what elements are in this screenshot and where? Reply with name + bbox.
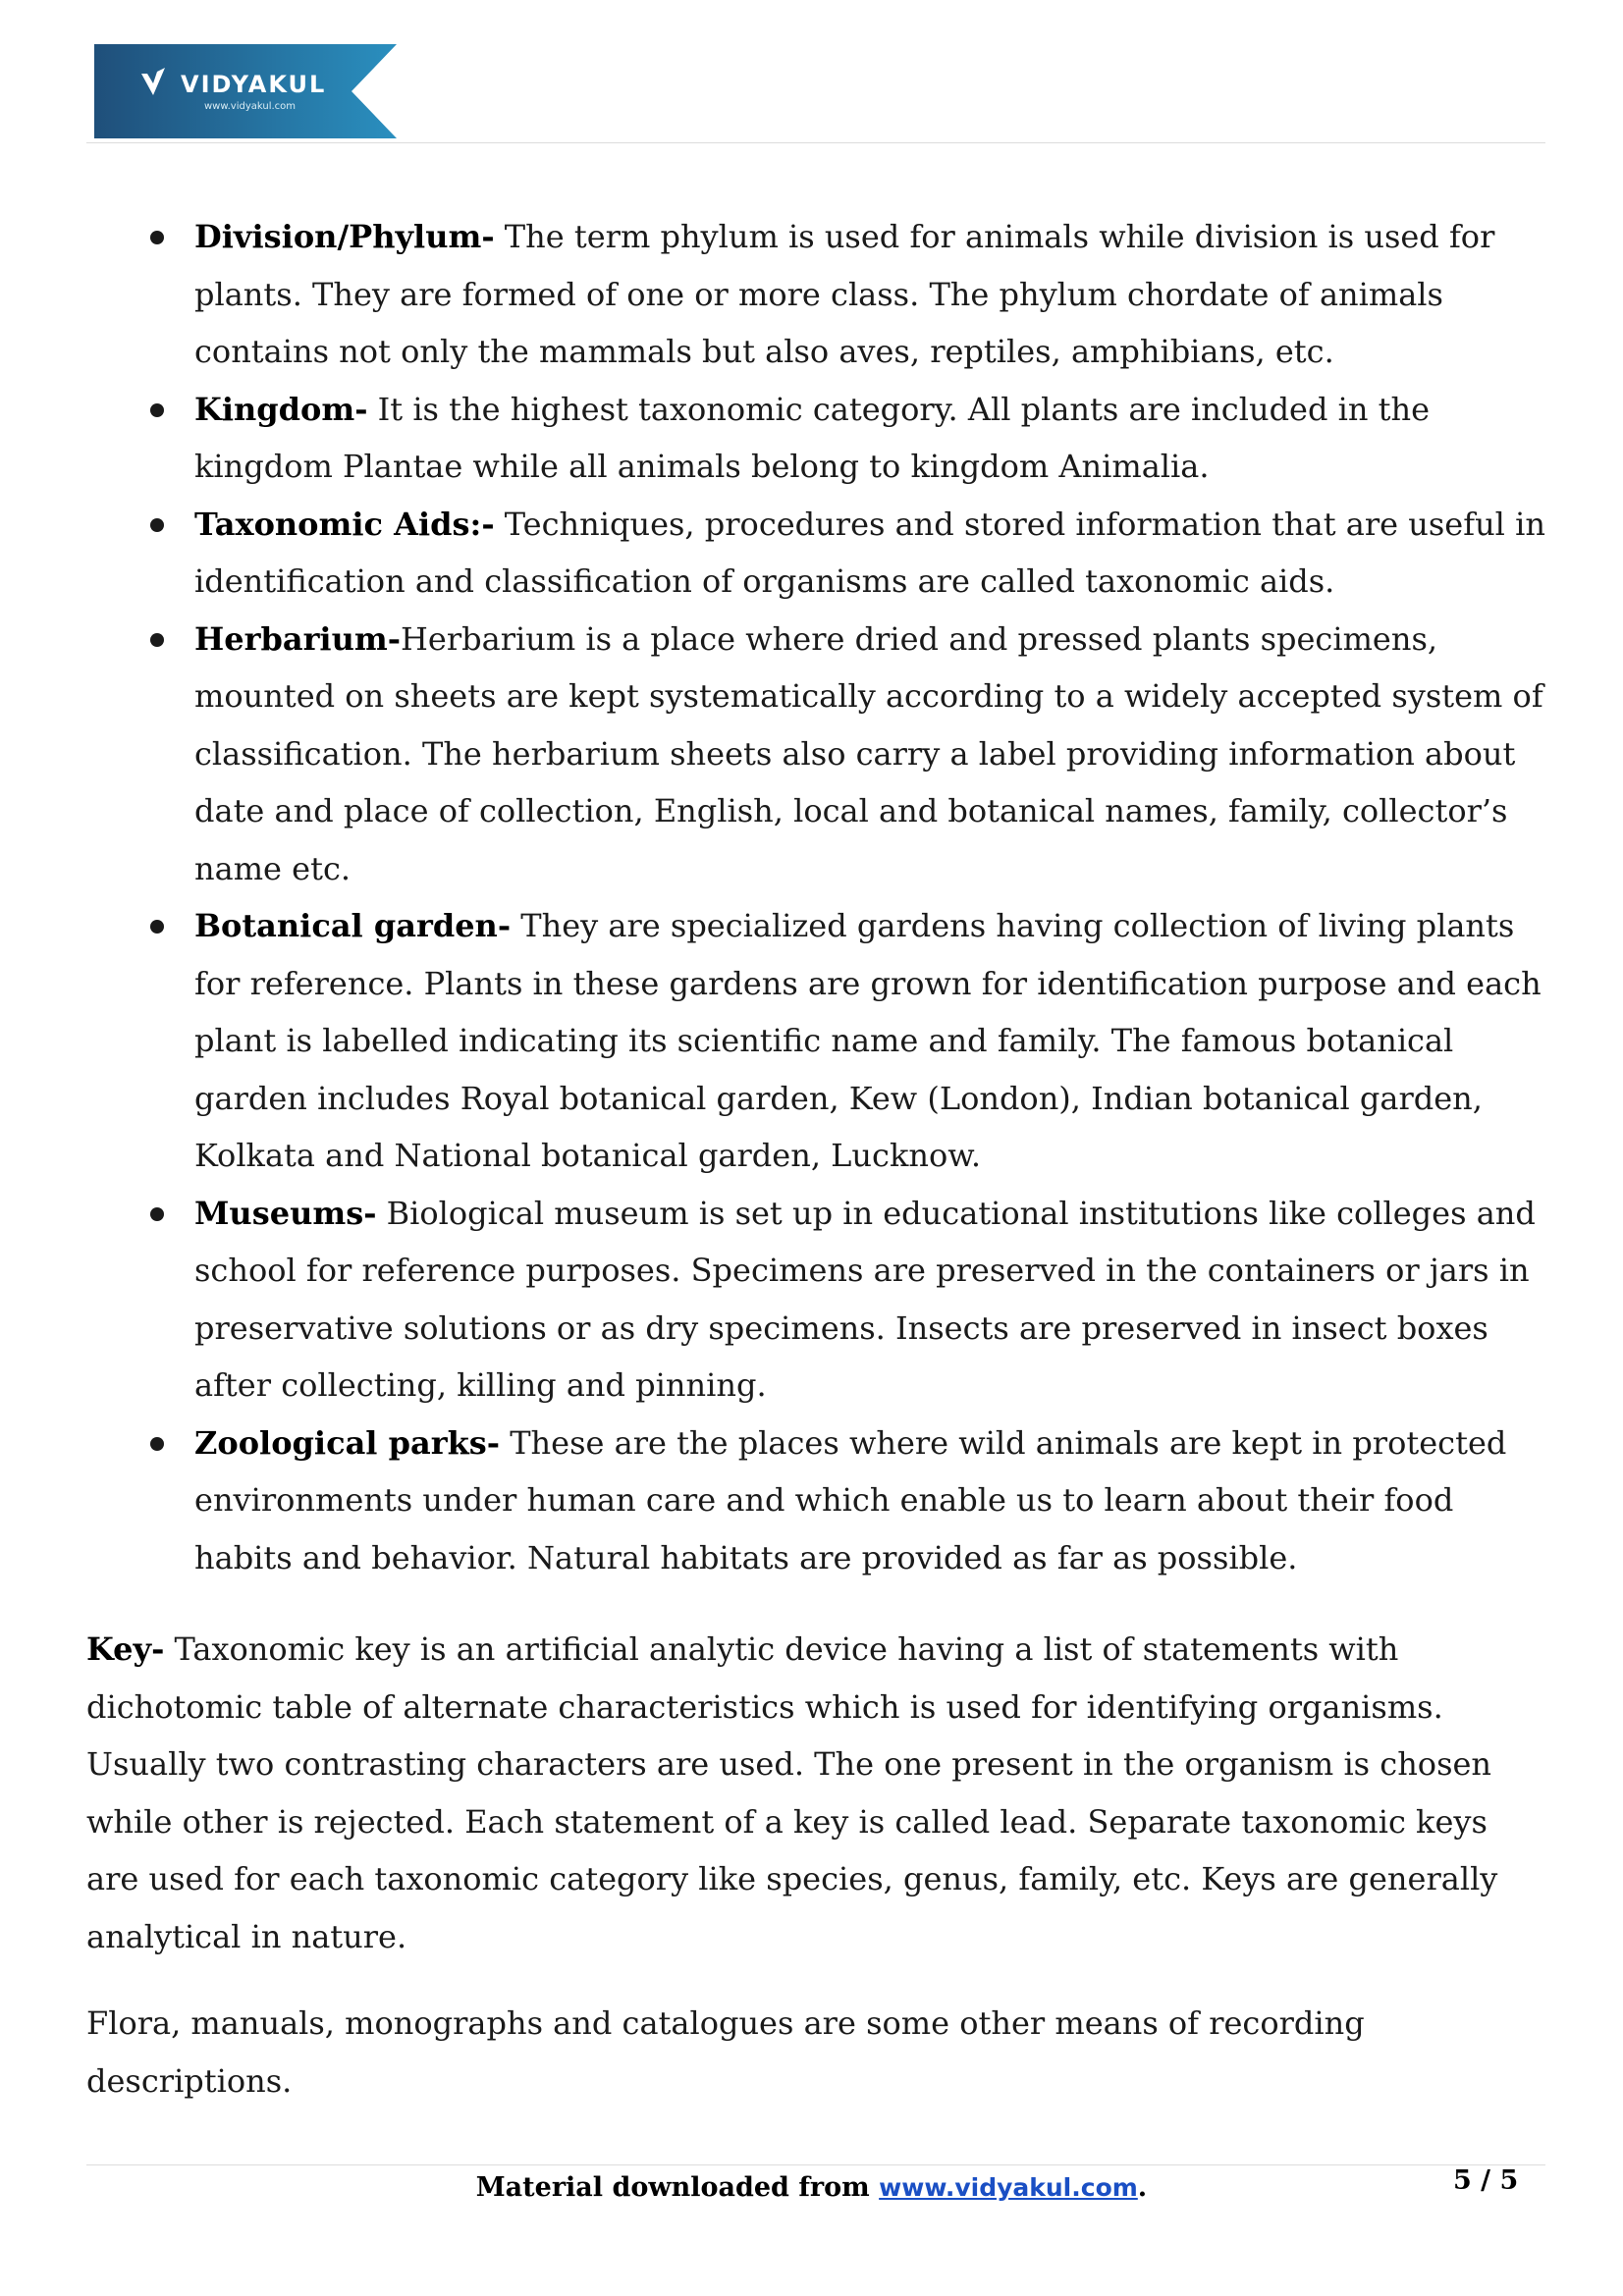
document-body xyxy=(86,208,1549,2109)
header-divider xyxy=(86,142,1545,143)
list-item-term: Taxonomic Aids:- xyxy=(194,505,495,543)
list-item-term: Kingdom- xyxy=(194,390,368,428)
list-item-term: Museums- xyxy=(194,1194,377,1232)
logo-url: www.vidyakul.com xyxy=(204,101,297,112)
bullet-icon xyxy=(150,633,164,647)
list-item xyxy=(86,1185,1549,1415)
list-item-term: Herbarium- xyxy=(194,619,401,658)
flora-paragraph: Flora, manuals, monographs and catalogues are some other means of recording descriptions. xyxy=(86,2004,1365,2100)
bullet-icon xyxy=(150,403,164,417)
list-item xyxy=(86,381,1549,496)
list-item xyxy=(86,496,1549,611)
page-number: 5 / 5 xyxy=(1453,2165,1519,2196)
list-item-text: Herbarium is a place where dried and pressed plants specimens, mounted on sheets are kept systematically according to a widely accepted system of classification. The herbarium sheets also carry a label providing information about date and place of collection, English, local and botanical names, family, collector’s name etc. xyxy=(194,619,1543,887)
footer-suffix: . xyxy=(1137,2172,1148,2203)
bullet-icon xyxy=(150,231,164,244)
list-item-text: These are the places where wild animals are kept in protected environments under human care and which enable us to learn about their food habits and behavior. Natural habitats are provided as far as possible. xyxy=(194,1423,1507,1576)
footer xyxy=(0,2172,1623,2203)
footer-divider xyxy=(86,2164,1545,2165)
list-item-term: Division/Phylum- xyxy=(194,218,495,255)
bullet-icon xyxy=(150,920,164,934)
key-term: Key- xyxy=(86,1630,165,1668)
logo-text: VIDYAKUL xyxy=(181,71,327,98)
list-item-text: The term phylum is used for animals while division is used for plants. They are formed of one or more class. The phylum chordate of animals contains not only the mammals but also aves, reptiles, amphibians, etc. xyxy=(194,218,1495,370)
list-item xyxy=(86,208,1549,381)
list-item-text: Biological museum is set up in educational institutions like colleges and school for reference purposes. Specimens are preserved in the containers or jars in preservative solutions or as dry specimens. Insects are preserved in insect boxes after collecting, killing and pinning. xyxy=(194,1194,1536,1404)
footer-link[interactable]: www.vidyakul.com xyxy=(879,2173,1138,2202)
list-item xyxy=(86,1415,1549,1587)
key-paragraph xyxy=(86,1621,1549,1965)
list-item-term: Botanical garden- xyxy=(194,907,512,944)
list-item-term: Zoological parks- xyxy=(194,1423,501,1462)
list-item-text: Techniques, procedures and stored information that are useful in identification and classification of organisms are called taxonomic aids. xyxy=(194,505,1545,600)
footer-prefix: Material downloaded from xyxy=(475,2172,880,2203)
vidyakul-logo xyxy=(94,44,397,138)
taxonomy-list xyxy=(86,208,1549,1586)
list-item-text: They are specialized gardens having collection of living plants for reference. Plants in these gardens are grown for identification purpose and each plant is labelled indicating its scientific name and family. The famous botanical garden includes Royal botanical garden, Kew (London), Indian botanical garden, Kolkata and National botanical garden, Lucknow. xyxy=(194,907,1542,1174)
bullet-icon xyxy=(150,1437,164,1451)
key-text: Taxonomic key is an artificial analytic device having a list of statements with dichotomic table of alternate characteristics which is used for identifying organisms. Usually two contrasting characters are used. The one present in the organism is chosen while other is rejected. Each statement of a key is called lead. Separate taxonomic keys are used for each taxonomic category like species, genus, family, etc. Keys are generally analytical in nature. xyxy=(86,1630,1498,1955)
list-item-text: It is the highest taxonomic category. All plants are included in the kingdom Plantae while all animals belong to kingdom Animalia. xyxy=(194,390,1431,485)
list-item xyxy=(86,611,1549,898)
bullet-icon xyxy=(150,518,164,532)
list-item xyxy=(86,897,1549,1185)
bullet-icon xyxy=(150,1207,164,1221)
